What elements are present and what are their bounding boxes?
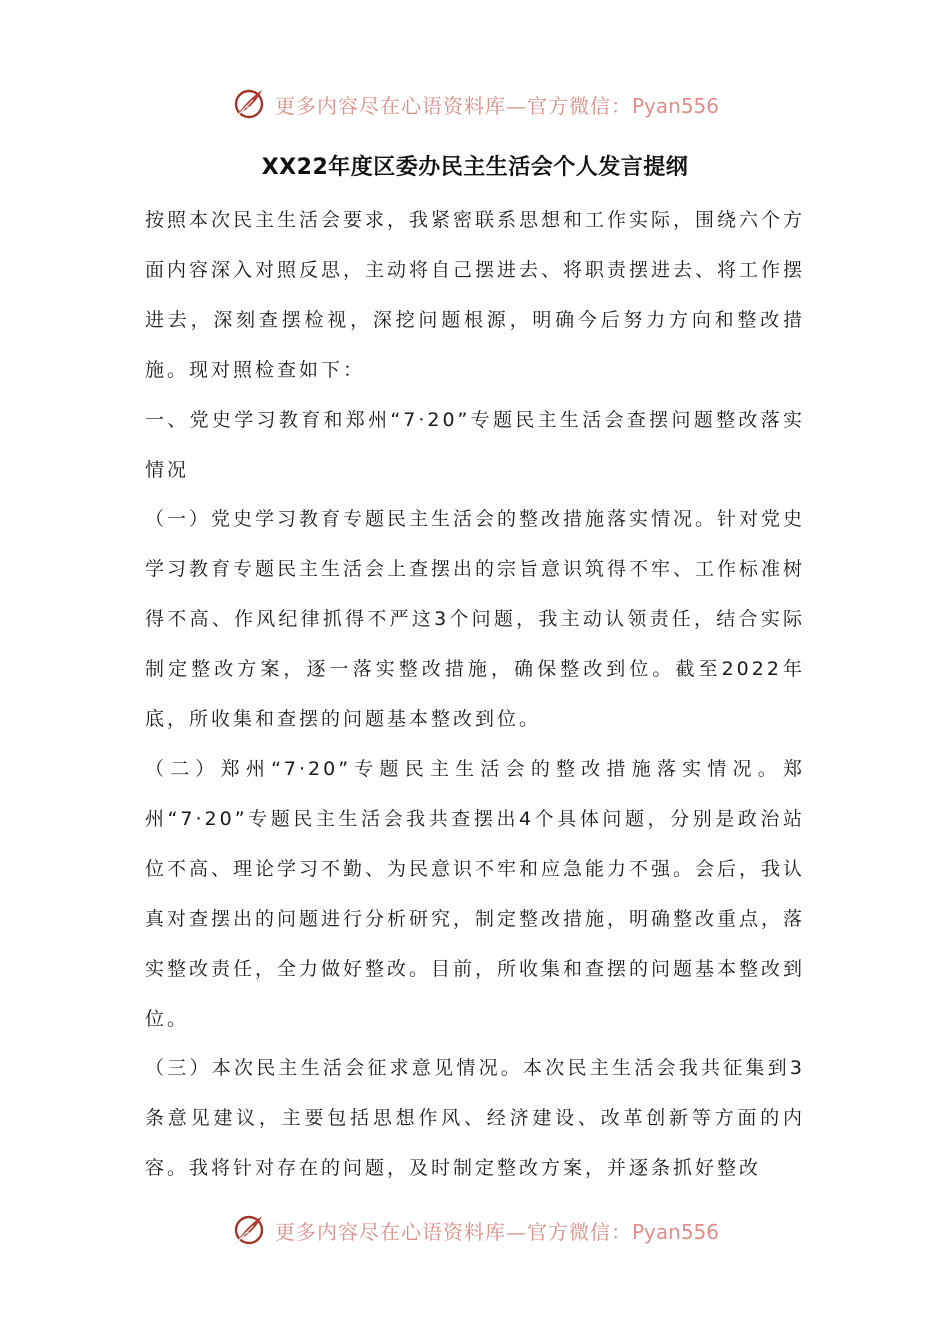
banner-label: 更多内容尽在心语资料库—官方微信： [274,93,632,118]
header-watermark-banner [0,82,950,126]
banner-text [275,90,719,119]
banner-text [275,1216,719,1245]
quill-logo-icon [231,86,267,122]
subsection-paragraph-2: （二）郑州“7·20”专题民主生活会的整改措施落实情况。郑州“7·20”专题民主生活会我共查摆出4个具体问题，分别是政治站位不高、理论学习不勤、为民意识不牢和应急能力不强。会后，我认真对查摆出的问题进行分析研究，制定整改措施，明确整改重点，落实整改责任，全力做好整改。目前，所收集和查摆的问题基本整改到位。 [145,757,806,1030]
intro-paragraph: 按照本次民主生活会要求，我紧密联系思想和工作实际，围绕六个方面内容深入对照反思，主动将自己摆进去、将职责摆进去、将工作摆进去，深刻查摆检视，深挖问题根源，明确今后努力方向和整改措施。现对照检查如下： [145,209,806,381]
subsection-paragraph-1: （一）党史学习教育专题民主生活会的整改措施落实情况。针对党史学习教育专题民主生活会上查摆出的宗旨意识筑得不牢、工作标准树得不高、作风纪律抓得不严这3个问题，我主动认领责任，结合实际制定整改方案，逐一落实整改措施，确保整改到位。截至2022年底，所收集和查摆的问题基本整改到位。 [145,508,806,731]
wechat-account: Pyan556 [631,93,719,118]
subsection-paragraph-3: （三）本次民主生活会征求意见情况。本次民主生活会我共征集到3条意见建议，主要包括思想作风、经济建设、改革创新等方面的内容。我将针对存在的问题，及时制定整改方案，并逐条抓好整改 [145,1057,805,1180]
wechat-account: Pyan556 [631,1219,719,1244]
document-body [145,196,805,1194]
section-heading-1: 一、党史学习教育和郑州“7·20”专题民主生活会查摆问题整改落实情况 [145,408,805,481]
footer-watermark-banner [0,1208,950,1252]
banner-label: 更多内容尽在心语资料库—官方微信： [274,1219,632,1244]
quill-logo-icon [231,1212,267,1248]
document-title: XX22年度区委办民主生活会个人发言提纲 [261,155,689,180]
